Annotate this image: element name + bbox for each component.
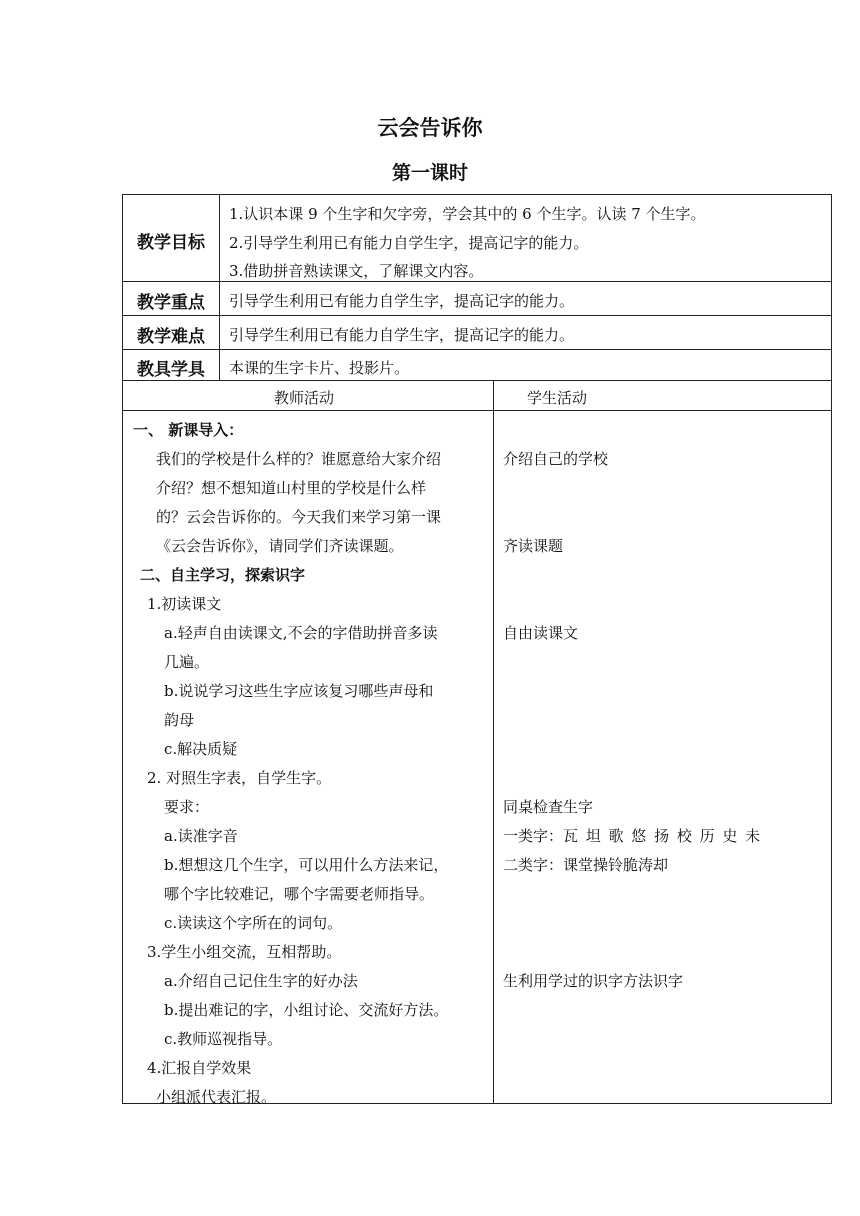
teacher-line: b.提出难记的字，小组讨论、交流好方法。 bbox=[164, 1001, 449, 1019]
row-divider bbox=[122, 410, 832, 411]
teacher-line: a.介绍自己记住生字的好办法 bbox=[164, 972, 358, 990]
student-line: 一类字：瓦 坦 歌 悠 扬 校 历 史 未 bbox=[503, 827, 761, 845]
teacher-line: 《云会告诉你》，请同学们齐读课题。 bbox=[156, 537, 404, 555]
teacher-line: 韵母 bbox=[164, 711, 195, 729]
tools-text: 本课的生字卡片、投影片。 bbox=[229, 359, 410, 377]
section-heading: 二、自主学习，探索识字 bbox=[140, 566, 306, 584]
teacher-line: b.想想这几个生字，可以用什么方法来记， bbox=[164, 856, 449, 874]
student-line: 同桌检查生字 bbox=[503, 798, 594, 816]
section-heading: 一、 新课导入： bbox=[133, 421, 244, 439]
teacher-line: c.解决质疑 bbox=[164, 740, 238, 758]
difficulty-text: 引导学生利用已有能力自学生字，提高记字的能力。 bbox=[229, 326, 575, 344]
student-activity-header: 学生活动 bbox=[527, 389, 588, 407]
teacher-line: b.说说学习这些生字应该复习哪些声母和 bbox=[164, 682, 434, 700]
student-line: 生利用学过的识字方法识字 bbox=[503, 972, 684, 990]
difficulty-label: 教学难点 bbox=[137, 327, 205, 347]
teacher-line: 介绍？想不想知道山村里的学校是什么样 bbox=[156, 479, 427, 497]
student-line: 介绍自己的学校 bbox=[503, 450, 609, 468]
teacher-line: 几遍。 bbox=[164, 653, 210, 671]
teacher-line: a.轻声自由读课文,不会的字借助拼音多读 bbox=[164, 624, 438, 642]
row-divider bbox=[122, 349, 832, 350]
student-line: 自由读课文 bbox=[503, 624, 579, 642]
teacher-line: 4.汇报自学效果 bbox=[147, 1059, 252, 1077]
teacher-line: 的？云会告诉你的。今天我们来学习第一课 bbox=[156, 508, 442, 526]
document-title: 云会告诉你 bbox=[377, 115, 483, 140]
teacher-line: 我们的学校是什么样的？谁愿意给大家介绍 bbox=[156, 450, 442, 468]
objective-item: 1.认识本课 9 个生字和欠字旁，学会其中的 6 个生字。认读 7 个生字。 bbox=[229, 205, 706, 223]
teacher-line: 1.初读课文 bbox=[147, 595, 222, 613]
key-point-label: 教学重点 bbox=[137, 293, 205, 313]
teacher-line: 要求： bbox=[164, 798, 210, 816]
key-point-text: 引导学生利用已有能力自学生字，提高记字的能力。 bbox=[229, 292, 575, 310]
objective-label: 教学目标 bbox=[137, 233, 205, 253]
lesson-subtitle: 第一课时 bbox=[391, 162, 468, 184]
teacher-line: 2. 对照生字表，自学生字。 bbox=[147, 769, 332, 787]
teacher-line: 小组派代表汇报。 bbox=[156, 1088, 277, 1106]
row-divider bbox=[122, 281, 832, 282]
teacher-activity-header: 教师活动 bbox=[274, 389, 335, 407]
objective-item: 2.引导学生利用已有能力自学生字，提高记字的能力。 bbox=[229, 234, 589, 252]
teacher-line: a.读准字音 bbox=[164, 827, 238, 845]
teacher-line: 哪个字比较难记，哪个字需要老师指导。 bbox=[164, 885, 435, 903]
row-divider bbox=[122, 315, 832, 316]
teacher-line: c.教师巡视指导。 bbox=[164, 1030, 283, 1048]
column-divider bbox=[493, 380, 494, 1104]
row-divider bbox=[122, 380, 832, 381]
column-divider bbox=[219, 194, 220, 380]
student-line: 二类字：课堂操铃脆涛却 bbox=[503, 856, 669, 874]
objective-item: 3.借助拼音熟读课文，了解课文内容。 bbox=[229, 262, 484, 280]
tools-label: 教具学具 bbox=[137, 360, 205, 380]
teacher-line: c.读读这个字所在的词句。 bbox=[164, 914, 343, 932]
student-line: 齐读课题 bbox=[503, 537, 564, 555]
teacher-line: 3.学生小组交流，互相帮助。 bbox=[147, 943, 342, 961]
